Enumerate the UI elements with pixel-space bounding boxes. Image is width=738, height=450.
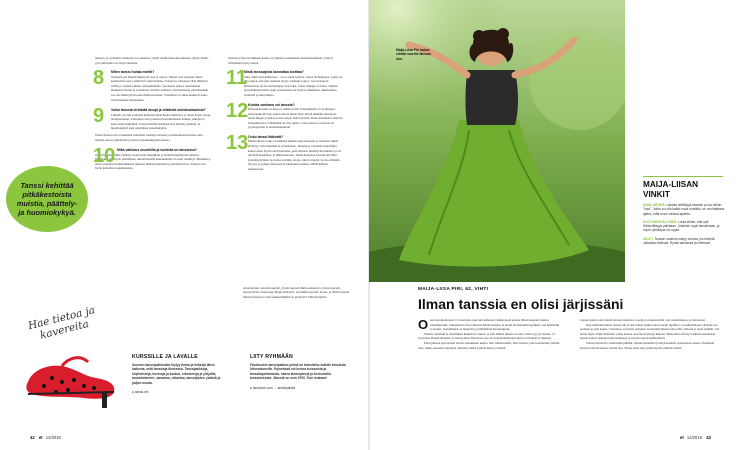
issue: 12/2016 [686,435,703,440]
tips-title: MAIJA-LIISAN VINKIT [643,180,699,199]
section-number: 8 [93,67,105,90]
right-footer [680,435,711,440]
page-number: 42 [30,435,35,440]
section-number: 9 [93,105,105,128]
tips-box [625,0,738,282]
magazine-logo: et [38,435,43,440]
answer: Liikunta on yksi parhaista keinoista pitää huolta muistista, ja tanssi hoitaa aivoja monipuolisesti. Tanssiessa aivot joutuvat koordinoimaan kaiken, jalkojen ja koko kehon liiketilan. Tanssi kehittää pitkäkestoista muistia, päättely- ja huomiokykyä sekä ongelmien ratkaisukykyä. [111,112,211,131]
right-column-1 [418,318,560,350]
body-para: Enon jälkeen opin monia asioita tanssimisen kautta, mm. hehtaasehdat, niitä tanssin, joita koulutettiin yhdelle iltaa, leikin tansseista tanssijan, muistan, mitkä parhaat menot ja missä. [418,340,560,350]
section-10 [93,145,211,171]
info-box-ryhma [250,354,346,390]
tip-lead: NAUTI. [643,236,654,241]
question: Mikä vaikutus musiikilla ja tunteilla on tanssissa? [117,148,197,153]
pull-quote-bubble [6,166,88,232]
section-13 [226,131,344,172]
question: Miten tanssi hoitaa mieltä? [111,70,155,75]
section-number: 12 [226,99,249,122]
info-box-kurssille [132,354,228,394]
page-number: 43 [706,435,711,440]
info-title: KURSSILLE JA LAVALLE [132,354,198,360]
answer: Ehdottomasti. Liike on lääkettä kaikissa muodoissaan, ja tanssissa siihen yhdistyy vielä musiikki ja sosiaalisuus. Tanssiessa vapautuu endorfiinia, kehon omaa hyvän olon hormonia, joka tehostaa mielihyvän tunnetta ja voi lievittää masennus- ja ahdistusoireita. Tanssi helpottaa stressin sitä mitä yksinäisyyttäkin. Se hoitaa sydäntä, aivoja, luita ja mieltä. Se tuo elämään ilyyssä, ja pohjaa taiteeseen ja tunnettuun nauhaa, nähdä ihmisiä tanssiessaan. [248,139,342,171]
body-para: Tanssii, musiikki ja tanssillinen huumaavat minut, ja siitä lähtien minun on ollut valtava pyyyä tanssia. 17-vuotiaana muutin Ruotsiin ja tanssi jatkui. Ruotsissa taas on lavatanssikulttuuri myös lavatanssit ja mukana. [418,331,557,341]
section-8 [93,67,211,102]
experts-caption: Asiantuntijat: tanssiterapeutti, fysioterapeutti Maija Asikainen, fysioterapeutti, tanssiurheilu-valmentaja Maija Salminen, musiikkiterapeutti, tanssi- ja liiketerapeutti Marko Punkanen sekä sisätautilääkäri ja professori Mika Kivipelto. [243,286,350,299]
section-11 [226,67,344,97]
tip-lead: ANNA MENNÄ. [643,203,666,207]
issue: 12/2016 [45,435,61,440]
question: Voiko tanssia virkistää aivoja ja ehkäistä muistisairauksia? [111,108,206,113]
section-number: 11 [226,67,248,90]
question: Kuinka vanhana voi tanssia? [248,102,295,107]
info-text: Facebookin tanssipaikka-ryhmä on tarkoitettu kaikille tanssista kiinnostuneille. Ryhmässä voi kertoa kursseista ja tanssitapahtumista, hakea tanssipareja ja keskustella tanssimisesta. Jäseniä on noin 9700. Tule mukaan! [250,363,346,381]
info-title: LIITY RYHMÄÄN [250,354,293,360]
col1-intro: tukseen, ja varsinkin viemiseen voi alkuuttaa viejän selälle tilkaa kuormitusta. Myös välike-yyn pullistuma voi ääryä tanssissa. [95,56,209,65]
answer: Niin kauan kuin on intoa ja sisältä syvää! Tanssimisella ei ole ikärajaa. Tanssipaikoilla käy paljon nuoria mutta myös hyvin iäkkäitä tanssijoita. Askel hiipuu ja kehoon tulee paljon lisää täytteitä, mutta menohalut säilyvät. Tanssimiseen ei vältämättä tarvitse juhlaa, vaan tanssia voi kotona tai joydorppaalla ja tuntemusketkellä. [248,106,343,130]
article-kicker: MAIJA-LIISA PIRI, 62, VIHTI [418,287,489,292]
tip-text: Tanssin nautinto näkyy sinusta, jos tekeillä vaikuttaa viidessä. Ryhtiä tanssissa ja mielessä. [643,236,715,246]
section-number: 13 [226,131,249,154]
col2-intro: Tanssin ja huovan liikkeen kautta voi ilmaista sellaisiakin tunnekokemuksia, joille ei välttämättä löydy sanoja. [228,56,333,65]
answer-continued: Tanssi haastaa aivot tekemään laskelmia vauhtoja toisiaan ja muistamaan kuvioita, kun tanssija seuraa ympäristöä ja hoitaa tanssikumppanin kanssa. [95,132,203,142]
left-column-1 [95,56,211,173]
body-para: Kun mahdollisuuteni tanssia tuli ja olin tehnyt kaikki tanssi uraani täysillä jo vuosikymmenet yhdistän sen perheen ja työn kautta. Tansseissa on monet esitykset. Kanssakäyminen tulee esille yhdessä ja oppii elämän, että tanssi ohjaa. Erkki hunttilan, jonka kanssa olen myös käynyt ikkunat. Mielestäni olisi hyvä lähteä tanssimaan lapsen kanssa yhteiseen harrastukseen ja seurata lapsen kehittymistä. [580,322,720,341]
pull-quote-text: Tanssi kehittää pitkäkestoista muistia, päättely- ja huomiokykyä. [16,181,78,217]
question: Mistä tanssiajista kannattaa aloittaa? [244,70,304,75]
body-para: Lapsen kautta sain tanssin taitonsa kuluttaa. Lopulta ja kokemusiäni ovat tanssimisessa ja tanssissani. [580,318,706,322]
right-column-2 [580,318,722,350]
body-para: Tanssi täyttää myt elämästäni pitkään. Ohjaan kursseilla ja käyn koululla opettamassa nuoria. Haluaisin hartaasti siirtää hetken tanssin iloa. Tanssi antaa aina paljon hyvää, minulle mieltä. [580,340,715,350]
question: Onko tanssi lääkettä? [248,134,284,139]
tip-text: Uskalla heittäytyä tanssiin ja ota vähän "hulu". Jotka voi olla kaikki muut musiikki, on unohdettava ajatus, mitä muut voisivat ajatella. [643,203,725,216]
shoe-illustration-icon [22,342,120,410]
photo-dancer-icon [369,0,625,282]
answer: Tanssista saa mielenvirkistystä, iloa ja seuraa. Tanssit ovat monelle viikon kohokohtia, kerro päästä irti arjen huolista. Tanssi luo yhteiseen tilan ihmisten välille ja virittää samalle aaltopituudelle. Sen kautta pääsee tutustumaan kuunneesi itseäsi ja sosiaalisen tiertunto kohenee. Parittanssessa yksinäisenkin saa olla läheisyyttä toisen ihmisen kanssa. Tanssiessa on aikaa keskittyä koko-naisvaltaisesti ilmaisuunsa. [111,74,209,102]
tip-item [643,220,727,233]
info-text: Suomen tanssipaikkoista löytyy tietoa ja linkkejä lähes kaikesta, mitä tanssiaja tiimeessä. Tanssipaikkoja, ohjelmistoja, kursseja ja koulua, orkestereja ja yhtyeitä, tanssikalenteri, sanastoa, etkastoa, tanssijoiden ystäviä ja paljon muuta. [132,363,221,385]
section-12 [226,99,344,130]
answer: Tanssina kehon liike yhdistyy luontevasti musiikkiin ja herättää mielihyvää tunteita. Musiikkiin sisaltyvät yksilöllisiä, alkaantreenilla kokemuksilla on suuri merkitys. Musiikki ja tanssi parantavat kaikenikäisten muisten mukaan mielialaa ja herättävät iloa. Tunteet ovat hyvin keholliste kokemuksista. [95,152,211,171]
tip-lead: OLE KÄRSIVÄLLINEN. [643,219,678,224]
tip-item [643,237,727,246]
photo-caption: Maija-Liisa Piri halusi siirtää nuorille tanssin ilon. [396,48,431,61]
left-footer [30,435,61,440]
drop-cap: O [418,317,429,332]
info-link[interactable]: ● facebook.com → tanssipaikka [250,385,296,390]
handwritten-heading: Hae tietoa ja kavereita [26,304,97,342]
magazine-logo: et [680,435,684,440]
section-9 [93,105,211,142]
left-column-2 [228,56,344,174]
tips-list [643,203,727,249]
section-number: 10 [93,145,116,168]
article-headline: Ilman tanssia en olisi järjissäni [418,296,624,312]
body-para: len tanssikoulutaan 13-vuotiaana, kun sain kimuttaa vanhempieni kanssa lähteä naapurin kanssa tanssikurssille. Sukulaiseni olivat aiheesta kiinnostuneita, ja täytin myöhemmin kyyhkän, että hemmelin ja kaunis. Tanssiminen on mukavin ja pitkäikäisin harrastukseni. [430,318,560,332]
tip-item [643,203,727,216]
tip-text: Luota siihen, että opit. Kärsivällisyys palkitaan. Jokainen oppii tanssimaan, ja myös rytmitajua voi oppia. [643,219,720,233]
info-link[interactable]: ● tanssi.net [132,390,149,395]
tips-rule [643,176,723,177]
answer: Siitä, mikä itseä kiinnostaa – on se sitten balettia, salsaa tai humppaa. Lajeja on niin paljon, että joka makuun löytyy varmasti sopiva. Jos lavatanssit kiinnostavat, hyviä aloituslajeja ovat fokst, valssi, humppa ja foksa. Näiden perustaminen kautta oppii paritanssissa tarvittavaa liikekieltä, askeltamista, viennistä ja seuraamista. [244,74,343,97]
